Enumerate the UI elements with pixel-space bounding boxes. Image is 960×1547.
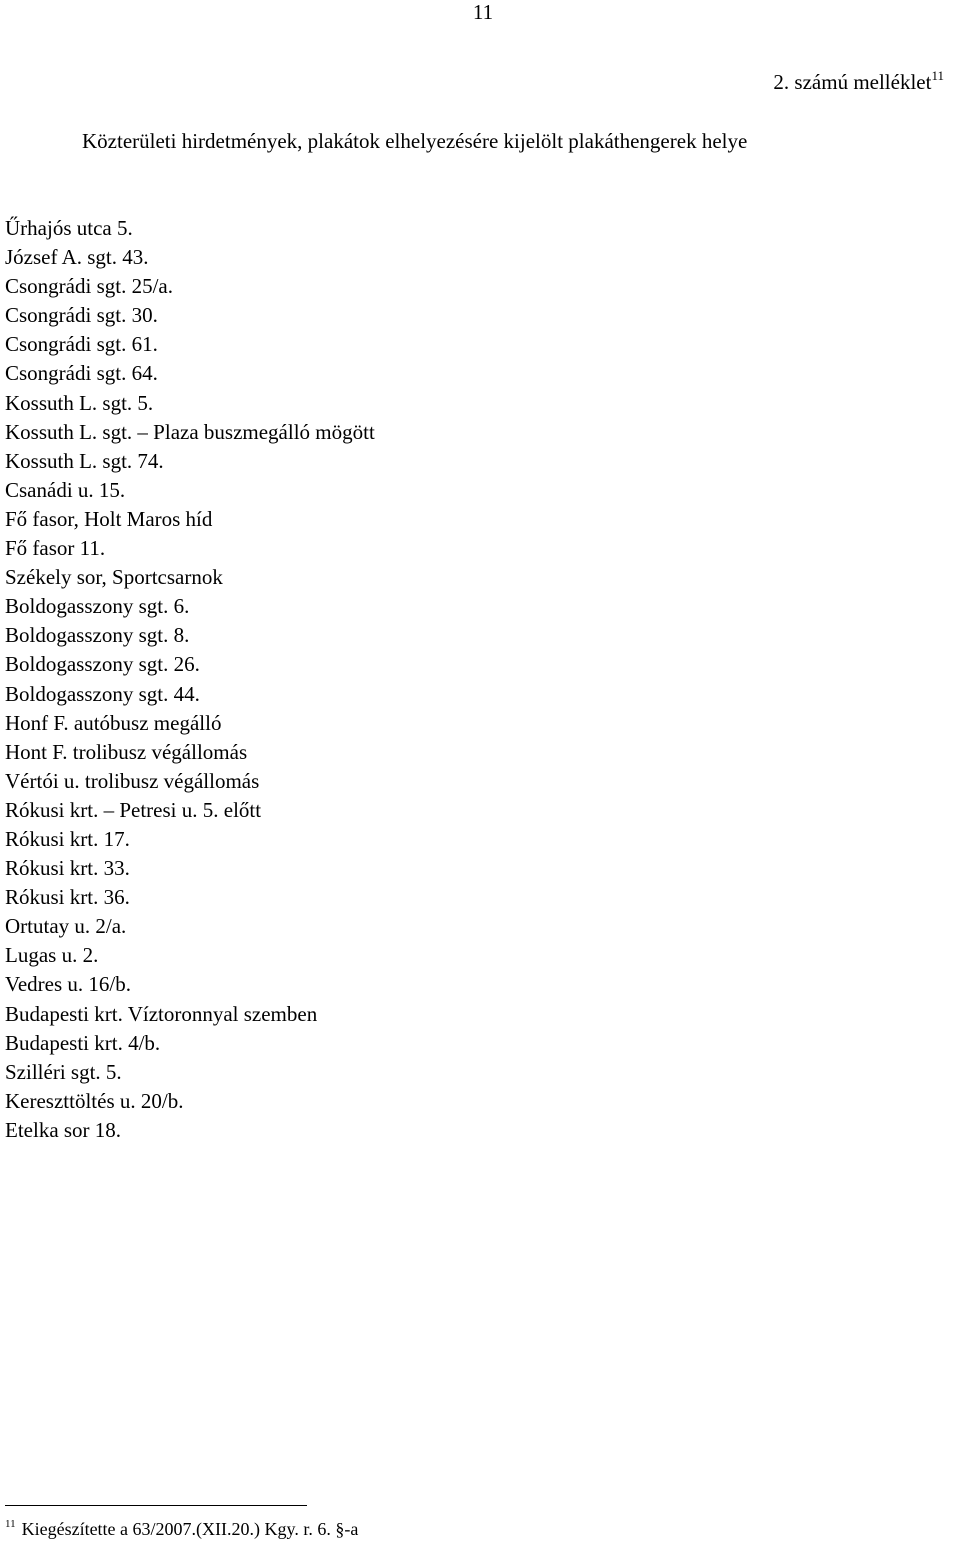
location-item: Boldogasszony sgt. 26. xyxy=(5,652,200,677)
page-number: 11 xyxy=(472,0,494,24)
location-item: Rókusi krt. 36. xyxy=(5,885,130,910)
location-item: Űrhajós utca 5. xyxy=(5,216,133,240)
location-item: Székely sor, Sportcsarnok xyxy=(5,565,223,590)
location-item: Fő fasor, Holt Maros híd xyxy=(5,506,213,531)
footnote xyxy=(5,1516,358,1542)
location-item: Fő fasor 11. xyxy=(5,536,106,561)
location-item: Csongrádi sgt. 64. xyxy=(5,361,158,386)
location-item: Boldogasszony sgt. 44. xyxy=(5,681,200,706)
location-item: Rókusi krt. 33. xyxy=(5,856,130,881)
location-item: Rókusi krt. – Petresi u. 5. előtt xyxy=(5,797,262,822)
location-item: Csongrádi sgt. 25/a. xyxy=(5,274,173,299)
location-item: Kossuth L. sgt. 74. xyxy=(5,448,164,473)
location-item: Hont F. trolibusz végállomás xyxy=(5,739,248,764)
location-item: Budapesti krt. Víztoronnyal szemben xyxy=(5,1001,318,1026)
annex-label-text: 2. számú melléklet xyxy=(773,70,932,94)
location-item: Honf F. autóbusz megálló xyxy=(5,710,222,735)
location-item: Csongrádi sgt. 30. xyxy=(5,303,158,328)
annex-label xyxy=(773,68,944,96)
location-item: Szilléri sgt. 5. xyxy=(5,1059,122,1084)
location-item: Budapesti krt. 4/b. xyxy=(5,1030,161,1055)
location-item: Kossuth L. sgt. – Plaza buszmegálló mögött xyxy=(5,419,375,444)
location-list xyxy=(5,214,375,1145)
location-item: Csanádi u. 15. xyxy=(5,477,126,502)
location-item: Lugas u. 2. xyxy=(5,943,99,968)
annex-footnote-ref[interactable]: 11 xyxy=(931,68,944,83)
location-item: Boldogasszony sgt. 8. xyxy=(5,623,190,648)
location-item: Vedres u. 16/b. xyxy=(5,972,131,997)
location-item: Kereszttöltés u. 20/b. xyxy=(5,1088,184,1113)
location-item: Vértói u. trolibusz végállomás xyxy=(5,768,260,793)
location-item: Etelka sor 18. xyxy=(5,1117,122,1142)
location-item: Ortutay u. 2/a. xyxy=(5,914,127,939)
location-item: József A. sgt. 43. xyxy=(5,245,149,270)
location-item: Boldogasszony sgt. 6. xyxy=(5,594,190,619)
footnote-text: Kiegészítette a 63/2007.(XII.20.) Kgy. r. 6. §-a xyxy=(21,1519,359,1539)
location-item: Csongrádi sgt. 61. xyxy=(5,332,158,357)
footnote-divider xyxy=(5,1505,307,1506)
footnote-number: 11 xyxy=(5,1518,16,1530)
location-item: Rókusi krt. 17. xyxy=(5,826,130,851)
document-title: Közterületi hirdetmények, plakátok elhelyezésére kijelölt plakáthengerek helye xyxy=(82,129,748,153)
location-item: Kossuth L. sgt. 5. xyxy=(5,390,154,415)
